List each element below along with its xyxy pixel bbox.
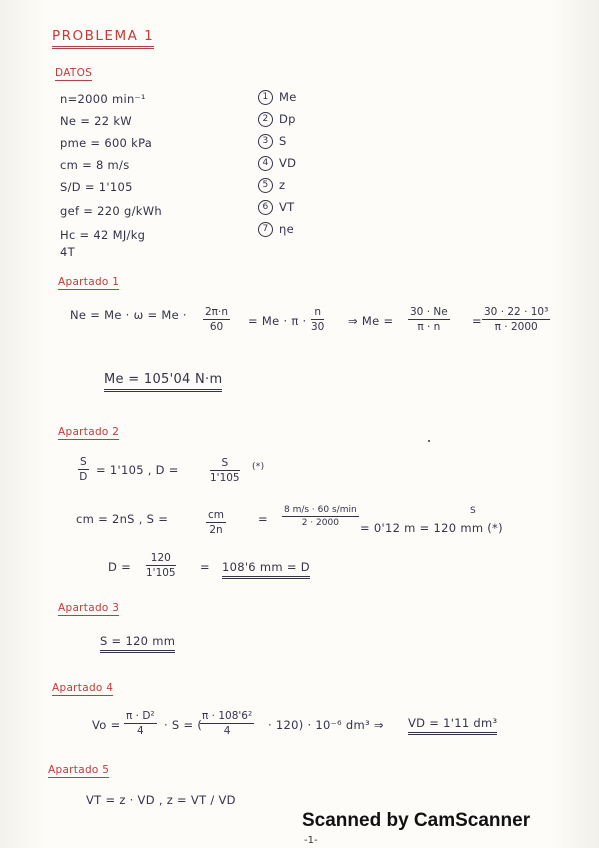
- fraction-den: 1'105: [146, 567, 176, 579]
- fraction-den: π · n: [417, 321, 441, 333]
- unknown-item: [258, 200, 295, 215]
- apartado-4-heading: [52, 682, 113, 694]
- datos-label: DATOS: [55, 67, 93, 79]
- ap1-fraction-4: [482, 306, 550, 333]
- fraction-den: 4: [223, 725, 231, 737]
- fraction-den: 60: [209, 321, 224, 333]
- apartado-1-label: Apartado 1: [58, 276, 120, 288]
- unknown-item: [258, 178, 285, 193]
- ap2-eq-part: =: [200, 560, 210, 574]
- fraction-den: D: [79, 471, 88, 483]
- fraction-num: π · 108'6²: [202, 710, 253, 722]
- unknown-item: [258, 112, 296, 127]
- ap2-fraction-1: [78, 456, 89, 483]
- fraction-num: π · D²: [126, 710, 155, 722]
- fraction-num: S: [80, 456, 87, 468]
- fraction-num: S: [210, 457, 240, 471]
- unknown-label: z: [279, 178, 286, 192]
- fraction-den: 2 · 2000: [301, 518, 339, 528]
- dato-item: cm = 8 m/s: [60, 158, 130, 172]
- apartado-4-label: Apartado 4: [52, 682, 114, 694]
- fraction-num: 2π·n: [205, 306, 228, 318]
- dato-item: 4T: [60, 245, 75, 259]
- dato-item: Hc = 42 MJ/kg: [60, 228, 146, 242]
- fraction-den: 30: [311, 321, 325, 333]
- unknown-label: VD: [279, 156, 297, 170]
- fraction-num: 30 · 22 · 10³: [484, 306, 549, 318]
- circled-number: 4: [258, 156, 273, 171]
- fraction-den: 4: [136, 725, 144, 737]
- fraction-num: n: [311, 306, 324, 320]
- ap4-eq-part: Vo =: [92, 718, 121, 732]
- ap1-eq-part: Ne = Me · ω = Me ·: [70, 308, 187, 322]
- ap4-eq-part: · S = (: [164, 718, 203, 732]
- unknown-label: ηe: [279, 222, 294, 236]
- unknown-label: VT: [279, 200, 295, 214]
- dato-item: n=2000 min⁻¹: [60, 92, 146, 106]
- apartado-3-label: Apartado 3: [58, 602, 120, 614]
- ap2-eq-part: = 0'12 m = 120 mm (*): [360, 521, 503, 535]
- apartado-3-heading: [58, 602, 119, 614]
- ap2-note: (*): [252, 462, 265, 472]
- ap2-eq-part: = 1'105 , D =: [96, 463, 179, 477]
- page-number: -1-: [304, 835, 318, 846]
- unknown-label: Me: [279, 90, 297, 104]
- ap2-eq-part: cm = 2nS , S =: [76, 512, 169, 526]
- ap3-result: [100, 634, 175, 648]
- unknown-label: Dp: [279, 112, 296, 126]
- dato-item: Ne = 22 kW: [60, 114, 132, 128]
- ap1-eq-part: = Me · π ·: [248, 314, 307, 328]
- dato-item: gef = 220 g/kWh: [60, 204, 162, 218]
- ap2-s-mark: S: [470, 506, 477, 516]
- ap4-result: [408, 716, 497, 730]
- camscanner-watermark: Scanned by CamScanner: [302, 810, 531, 831]
- fraction-num: 120: [146, 552, 176, 566]
- ap1-fraction-2: [311, 306, 324, 333]
- fraction-num: cm: [208, 509, 225, 521]
- ap1-result: [104, 372, 222, 387]
- fraction-num: 8 m/s · 60 s/min: [284, 505, 357, 515]
- fraction-num: 30 · Ne: [410, 306, 448, 318]
- ap2-fraction-3: [206, 509, 226, 536]
- dato-item: pme = 600 kPa: [60, 136, 153, 150]
- ap1-fraction-1: [203, 306, 230, 333]
- ap2-eq-part: =: [258, 512, 268, 526]
- ap3-result-text: S = 120 mm: [100, 634, 175, 653]
- unknown-label: S: [279, 134, 287, 148]
- ap4-eq-part: · 120) · 10⁻⁶ dm³ ⇒: [268, 718, 384, 732]
- ap1-result-text: Me = 105'04 N·m: [104, 372, 222, 392]
- ap2-eq-part: D =: [108, 560, 132, 574]
- apartado-5-label: Apartado 5: [48, 764, 110, 776]
- ap2-d-result-text: 108'6 mm = D: [222, 560, 310, 579]
- unknown-item: [258, 134, 287, 149]
- ap2-fraction-4: [282, 505, 359, 528]
- circled-number: 2: [258, 112, 273, 127]
- ap2-fraction-5: [146, 552, 176, 579]
- fraction-den: 1'105: [210, 472, 240, 484]
- fraction-den: π · 2000: [494, 321, 538, 333]
- ap1-eq-part: =: [472, 314, 482, 328]
- circled-number: 1: [258, 90, 273, 105]
- unknown-item: [258, 156, 296, 171]
- apartado-5-heading: [48, 764, 109, 776]
- unknown-item: [258, 222, 294, 237]
- datos-heading: [55, 67, 92, 79]
- fraction-den: 2n: [209, 524, 223, 536]
- page-title: [52, 28, 154, 44]
- ap1-eq-part: ⇒ Me =: [348, 314, 394, 328]
- circled-number: 5: [258, 178, 273, 193]
- ap4-fraction-2: [200, 710, 254, 737]
- ap2-d-result: [222, 560, 310, 574]
- unknown-item: [258, 90, 297, 105]
- ap2-fraction-2: [210, 457, 240, 484]
- apartado-1-heading: [58, 276, 119, 288]
- stray-dot: [428, 440, 430, 442]
- apartado-2-label: Apartado 2: [58, 426, 120, 438]
- dato-item: S/D = 1'105: [60, 180, 133, 194]
- apartado-2-heading: [58, 426, 119, 438]
- title-text: PROBLEMA 1: [52, 28, 154, 49]
- circled-number: 6: [258, 200, 273, 215]
- ap4-fraction-1: [124, 710, 157, 737]
- ap1-fraction-3: [408, 306, 450, 333]
- ap4-result-text: VD = 1'11 dm³: [408, 716, 497, 735]
- circled-number: 7: [258, 222, 273, 237]
- ap5-equation: VT = z · VD , z = VT / VD: [86, 793, 236, 807]
- circled-number: 3: [258, 134, 273, 149]
